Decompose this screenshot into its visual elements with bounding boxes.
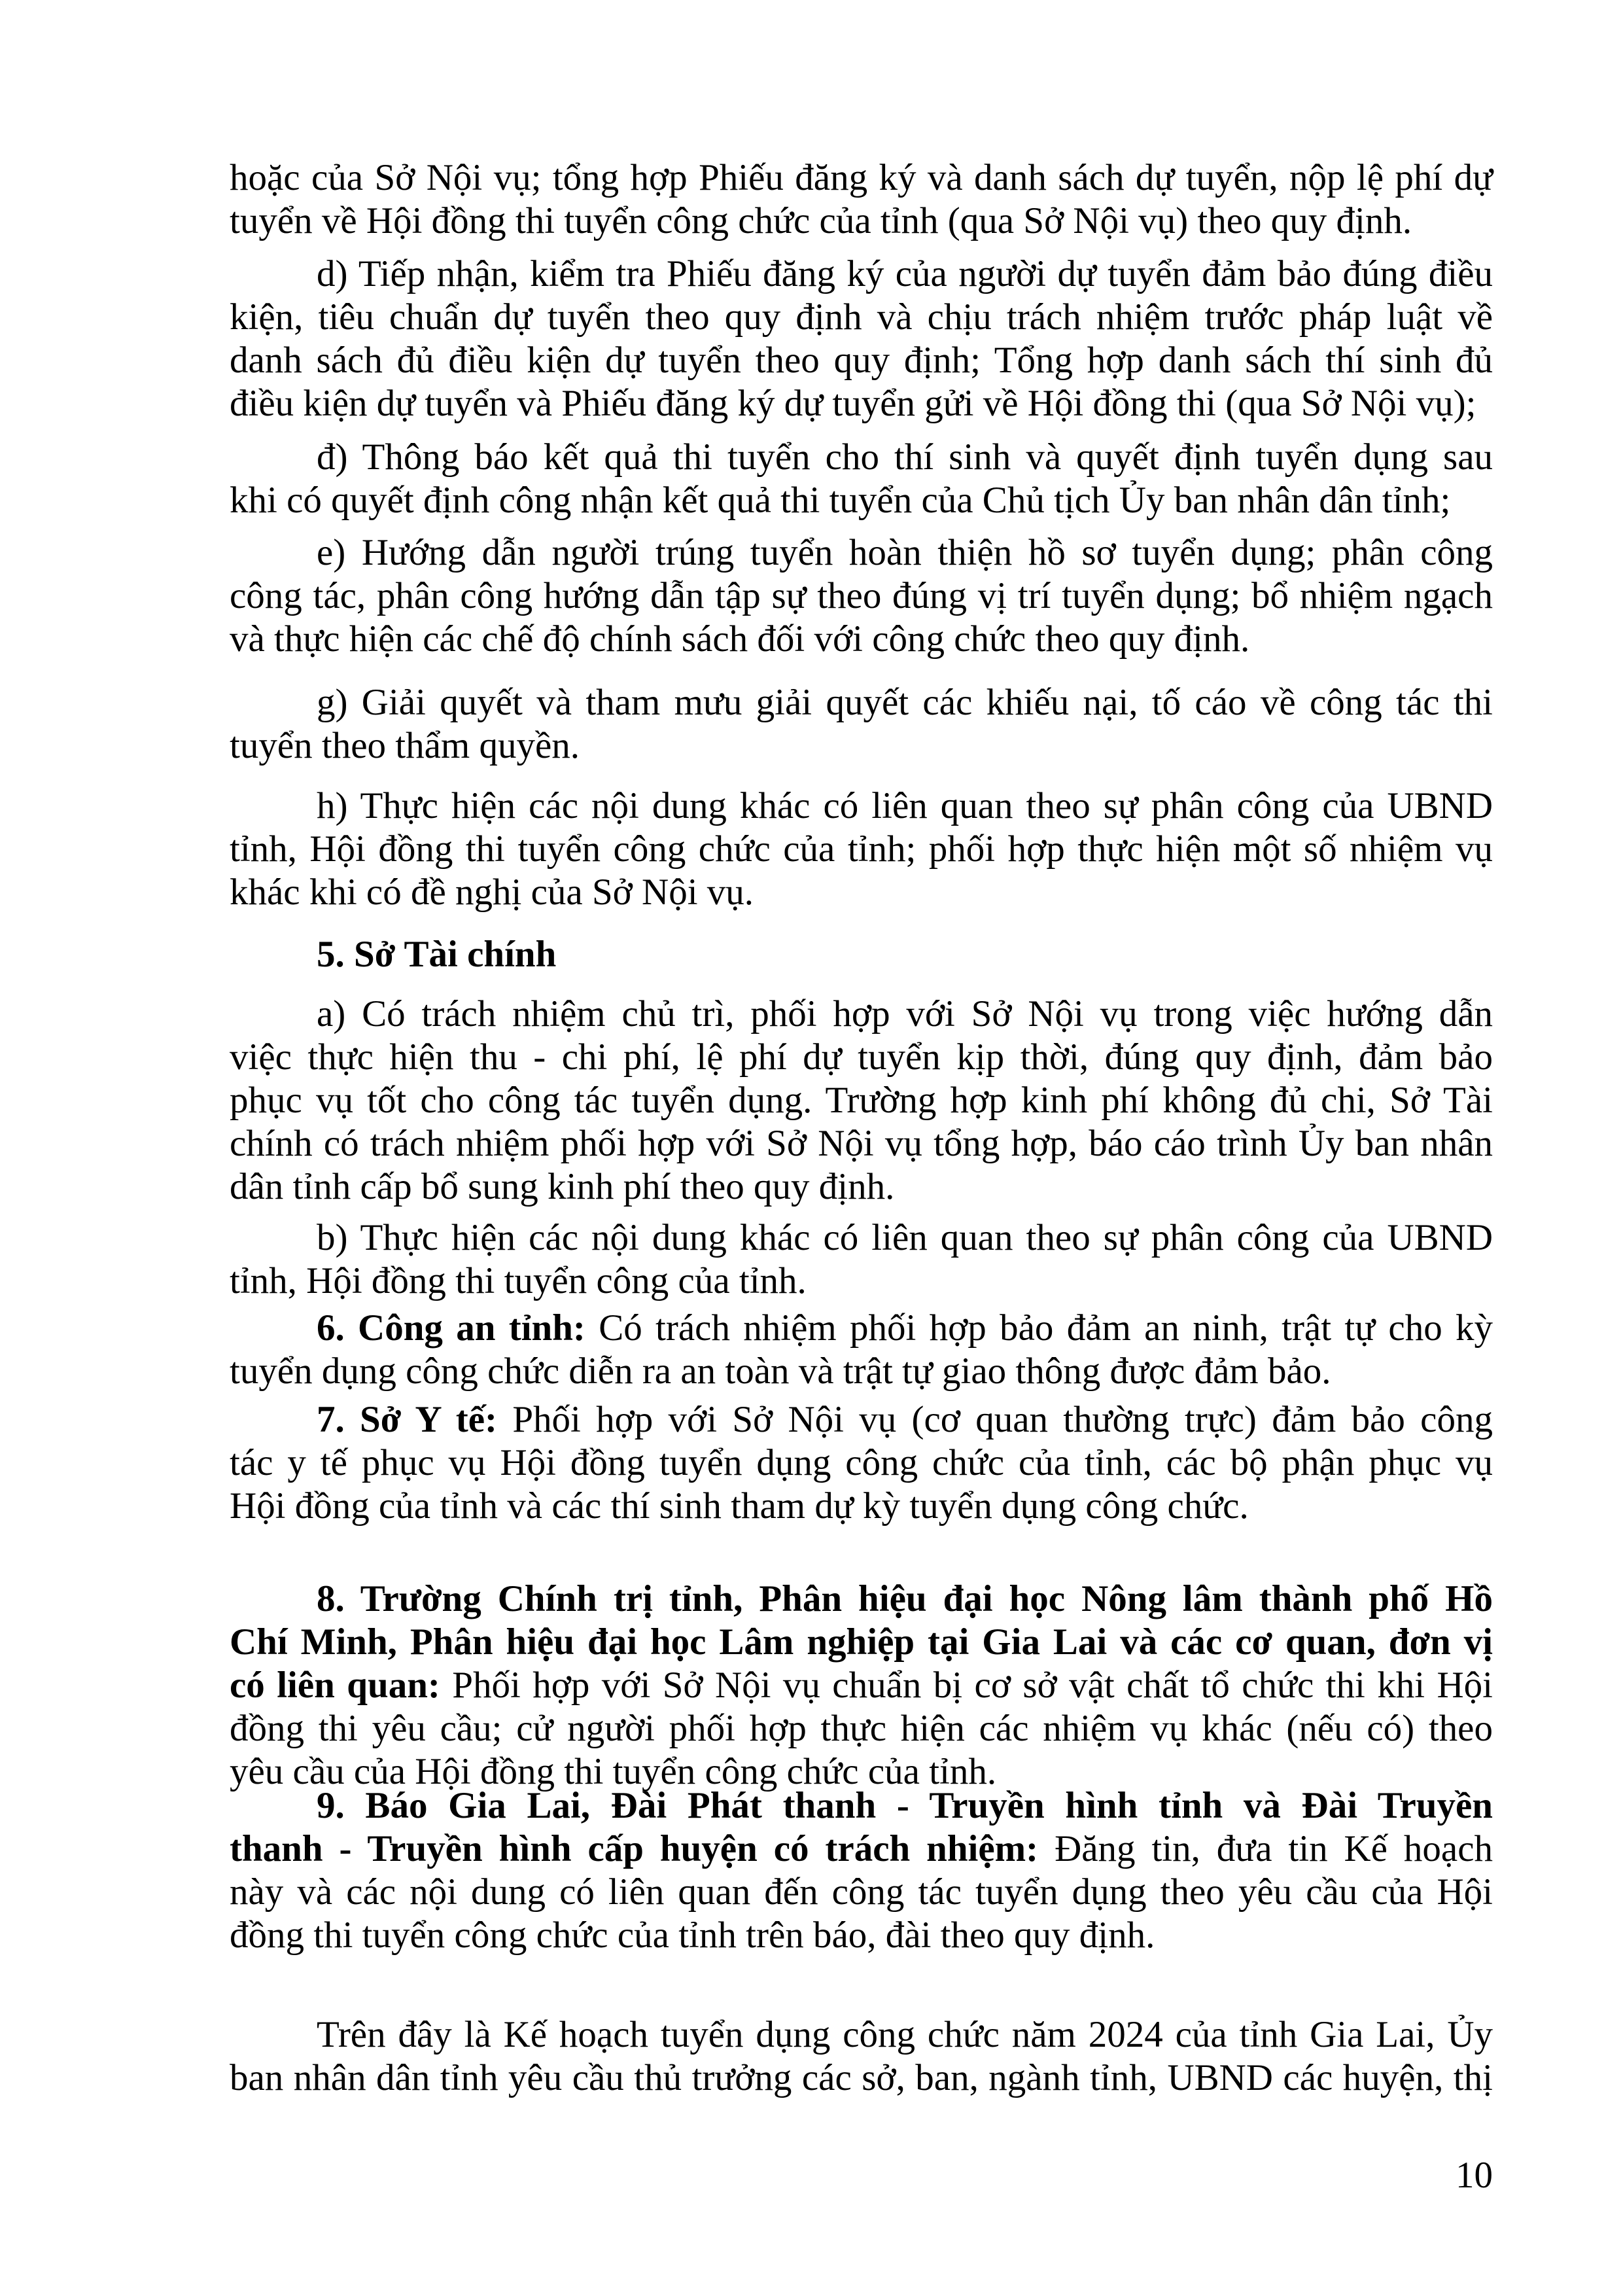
text-run: đ) Thông báo kết quả thi tuyển cho thí sinh và quyết định tuyển dụng sau	[317, 436, 1493, 478]
paragraph-dd	[230, 436, 1493, 522]
text-line	[230, 933, 1493, 976]
paragraph-closing	[230, 2013, 1493, 2100]
text-line	[230, 1828, 1493, 1871]
text-run: Phối hợp với Sở Nội vụ (cơ quan thường trực) đảm bảo công	[497, 1399, 1493, 1440]
text-line	[230, 1307, 1493, 1350]
text-line	[230, 1578, 1493, 1621]
text-line	[230, 1079, 1493, 1122]
text-line	[230, 2013, 1493, 2057]
text-run: đồng thi tuyển công chức của tỉnh trên báo, đài theo quy định.	[230, 1915, 1155, 1956]
text-run: Có trách nhiệm phối hợp bảo đảm an ninh, trật tự cho kỳ	[585, 1307, 1493, 1349]
text-run: đồng thi yêu cầu; cử người phối hợp thực hiện các nhiệm vụ khác (nếu có) theo	[230, 1708, 1493, 1749]
text-line	[230, 1165, 1493, 1209]
bold-text-run: 9. Báo Gia Lai, Đài Phát thanh - Truyền hình tỉnh và Đài Truyền	[317, 1785, 1493, 1826]
text-line	[230, 1621, 1493, 1664]
text-line	[230, 871, 1493, 914]
text-line	[230, 1784, 1493, 1828]
text-run: hoặc của Sở Nội vụ; tổng hợp Phiếu đăng ký và danh sách dự tuyển, nộp lệ phí dự	[230, 157, 1493, 198]
text-line	[230, 382, 1493, 425]
text-run: tỉnh, Hội đồng thi tuyển công chức của tỉnh; phối hợp thực hiện một số nhiệm vụ	[230, 828, 1493, 870]
text-run: b) Thực hiện các nội dung khác có liên quan theo sự phân công của UBND	[317, 1217, 1493, 1258]
text-line	[230, 1707, 1493, 1750]
text-run: điều kiện dự tuyển và Phiếu đăng ký dự tuyển gửi về Hội đồng thi (qua Sở Nội vụ);	[230, 383, 1476, 424]
paragraph-5b	[230, 1216, 1493, 1303]
text-run: tuyển dụng công chức diễn ra an toàn và trật tự giao thông được đảm bảo.	[230, 1351, 1331, 1392]
paragraph-8	[230, 1578, 1493, 1793]
text-run: kiện, tiêu chuẩn dự tuyển theo quy định và chịu trách nhiệm trước pháp luật về	[230, 296, 1493, 338]
text-line	[230, 1036, 1493, 1079]
text-run: chính có trách nhiệm phối hợp với Sở Nội vụ tổng hợp, báo cáo trình Ủy ban nhân	[230, 1123, 1493, 1164]
text-line	[230, 1398, 1493, 1441]
text-line	[230, 436, 1493, 479]
text-run: Đăng tin, đưa tin Kế hoạch	[1038, 1828, 1493, 1869]
text-line	[230, 296, 1493, 339]
text-line	[230, 1664, 1493, 1707]
text-line	[230, 1350, 1493, 1393]
paragraph-6	[230, 1307, 1493, 1393]
bold-text-run: 5. Sở Tài chính	[317, 934, 557, 975]
paragraph-9	[230, 1784, 1493, 1957]
text-run: và thực hiện các chế độ chính sách đối với công chức theo quy định.	[230, 618, 1250, 660]
text-line	[230, 724, 1493, 768]
text-run: tác y tế phục vụ Hội đồng tuyển dụng công chức của tỉnh, các bộ phận phục vụ	[230, 1442, 1493, 1483]
paragraph-d	[230, 253, 1493, 425]
text-line	[230, 1216, 1493, 1260]
section-heading-5	[230, 933, 1493, 976]
bold-text-run: 8. Trường Chính trị tỉnh, Phân hiệu đại học Nông lâm thành phố Hồ	[317, 1578, 1493, 1619]
text-run: d) Tiếp nhận, kiểm tra Phiếu đăng ký của người dự tuyển đảm bảo đúng điều	[317, 253, 1493, 294]
text-run: g) Giải quyết và tham mưu giải quyết các khiếu nại, tố cáo về công tác thi	[317, 682, 1493, 723]
text-line	[230, 574, 1493, 618]
text-line	[230, 2057, 1493, 2100]
text-run: dân tỉnh cấp bổ sung kinh phí theo quy định.	[230, 1166, 895, 1207]
text-run: Trên đây là Kế hoạch tuyển dụng công chức năm 2024 của tỉnh Gia Lai, Ủy	[317, 2014, 1493, 2055]
text-line	[230, 1441, 1493, 1485]
text-line	[230, 828, 1493, 871]
text-run: Phối hợp với Sở Nội vụ chuẩn bị cơ sở vật chất tổ chức thi khi Hội	[440, 1665, 1493, 1706]
paragraph-5a	[230, 993, 1493, 1209]
text-run: yêu cầu của Hội đồng thi tuyển công chức của tỉnh.	[230, 1751, 997, 1792]
text-run: tuyển theo thẩm quyền.	[230, 725, 580, 766]
text-line	[230, 253, 1493, 296]
text-run: e) Hướng dẫn người trúng tuyển hoàn thiện hồ sơ tuyển dụng; phân công	[317, 532, 1493, 573]
text-line	[230, 993, 1493, 1036]
text-line	[230, 1122, 1493, 1165]
bold-text-run: 6. Công an tỉnh:	[317, 1307, 585, 1349]
text-line	[230, 1485, 1493, 1528]
text-run: khác khi có đề nghị của Sở Nội vụ.	[230, 872, 754, 913]
text-run: Hội đồng của tỉnh và các thí sinh tham dự kỳ tuyển dụng công chức.	[230, 1485, 1249, 1527]
text-run: việc thực hiện thu - chi phí, lệ phí dự tuyển kịp thời, đúng quy định, đảm bảo	[230, 1036, 1493, 1078]
text-line	[230, 1914, 1493, 1957]
paragraph-h	[230, 785, 1493, 914]
bold-text-run: có liên quan:	[230, 1665, 440, 1706]
text-line	[230, 1260, 1493, 1303]
text-line	[230, 479, 1493, 522]
text-line	[230, 618, 1493, 661]
paragraph-continuation	[230, 156, 1493, 243]
text-run: tỉnh, Hội đồng thi tuyển công của tỉnh.	[230, 1260, 807, 1301]
text-line	[230, 531, 1493, 574]
bold-text-run: Chí Minh, Phân hiệu đại học Lâm nghiệp tại Gia Lai và các cơ quan, đơn vị	[230, 1621, 1493, 1663]
text-line	[230, 1871, 1493, 1914]
text-line	[230, 200, 1493, 243]
paragraph-7	[230, 1398, 1493, 1528]
text-line	[230, 156, 1493, 200]
page-number: 10	[1456, 2155, 1493, 2196]
text-run: phục vụ tốt cho công tác tuyển dụng. Trường hợp kinh phí không đủ chi, Sở Tài	[230, 1080, 1493, 1121]
text-line	[230, 681, 1493, 724]
bold-text-run: thanh - Truyền hình cấp huyện có trách nhiệm:	[230, 1828, 1039, 1869]
text-run: ban nhân dân tỉnh yêu cầu thủ trưởng các sở, ban, ngành tỉnh, UBND các huyện, thị	[230, 2057, 1493, 2098]
text-run: công tác, phân công hướng dẫn tập sự theo đúng vị trí tuyển dụng; bổ nhiệm ngạch	[230, 575, 1493, 616]
paragraph-g	[230, 681, 1493, 768]
text-run: a) Có trách nhiệm chủ trì, phối hợp với Sở Nội vụ trong việc hướng dẫn	[317, 993, 1493, 1034]
text-line	[230, 339, 1493, 382]
text-run: khi có quyết định công nhận kết quả thi tuyển của Chủ tịch Ủy ban nhân dân tỉnh;	[230, 480, 1451, 521]
text-run: này và các nội dung có liên quan đến công tác tuyển dụng theo yêu cầu của Hội	[230, 1871, 1493, 1913]
text-run: h) Thực hiện các nội dung khác có liên quan theo sự phân công của UBND	[317, 785, 1493, 826]
bold-text-run: 7. Sở Y tế:	[317, 1399, 498, 1440]
text-run: danh sách đủ điều kiện dự tuyển theo quy định; Tổng hợp danh sách thí sinh đủ	[230, 340, 1493, 381]
text-run: tuyển về Hội đồng thi tuyển công chức của tỉnh (qua Sở Nội vụ) theo quy định.	[230, 200, 1412, 241]
paragraph-e	[230, 531, 1493, 661]
text-line	[230, 785, 1493, 828]
